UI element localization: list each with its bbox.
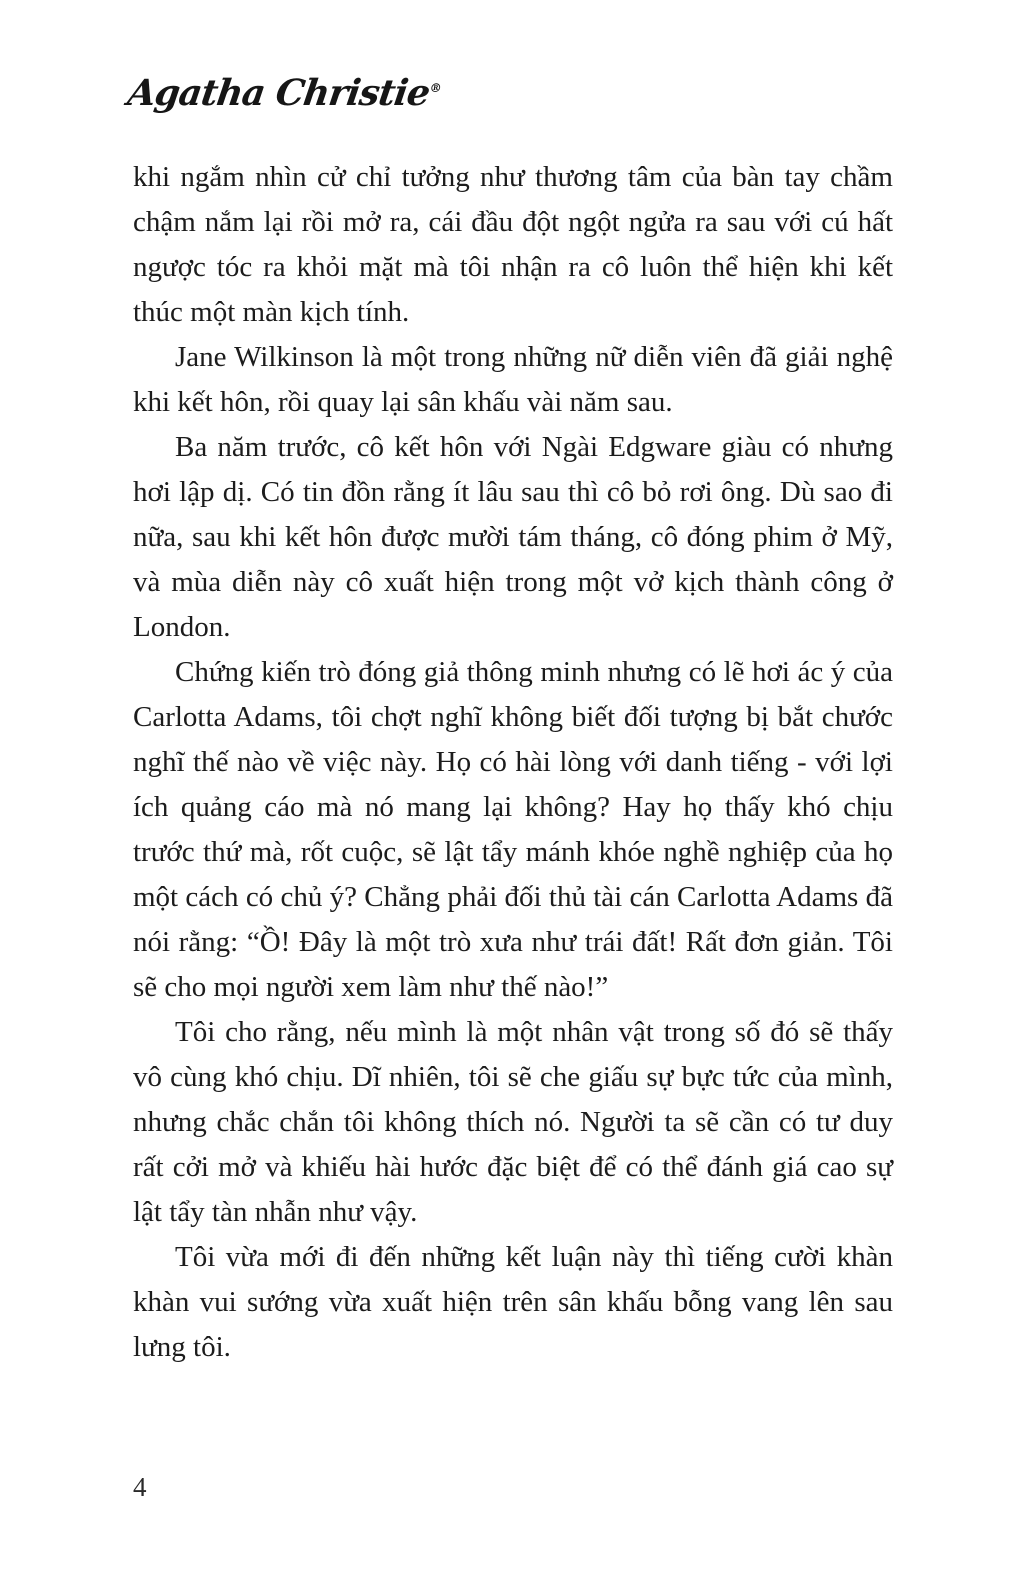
paragraph: Chứng kiến trò đóng giả thông minh nhưng có lẽ hơi ác ý của Carlotta Adams, tôi chợt nghĩ không biết đối tượng bị bắt chước nghĩ thế nào về việc này. Họ có hài lòng với danh tiếng - với lợi ích quảng cáo mà nó mang lại không? Hay họ thấy khó chịu trước thứ mà, rốt cuộc, sẽ lật tẩy mánh khóe nghề nghiệp của họ một cách có chủ ý? Chẳng phải đối thủ tài cán Carlotta Adams đã nói rằng: “Ồ! Đây là một trò xưa như trái đất! Rất đơn giản. Tôi sẽ cho mọi người xem làm như thế nào!” bbox=[133, 656, 893, 1003]
paragraph: Tôi vừa mới đi đến những kết luận này thì tiếng cười khàn khàn vui sướng vừa xuất hiện trên sân khấu bỗng vang lên sau lưng tôi. bbox=[133, 1241, 893, 1363]
trademark-symbol: ® bbox=[428, 81, 443, 95]
paragraph: Jane Wilkinson là một trong những nữ diễn viên đã giải nghệ khi kết hôn, rồi quay lại sân khấu vài năm sau. bbox=[133, 341, 893, 418]
page-number: 4 bbox=[133, 1472, 147, 1502]
paragraph: Tôi cho rằng, nếu mình là một nhân vật trong số đó sẽ thấy vô cùng khó chịu. Dĩ nhiên, tôi sẽ che giấu sự bực tức của mình, nhưng chắc chắn tôi không thích nó. Người ta sẽ cần có tư duy rất cởi mở và khiếu hài hước đặc biệt để có thể đánh giá cao sự lật tẩy tàn nhẫn như vậy. bbox=[133, 1016, 893, 1228]
author-signature-text: Agatha Christie bbox=[125, 72, 432, 114]
paragraph: khi ngắm nhìn cử chỉ tưởng như thương tâm của bàn tay chầm chậm nắm lại rồi mở ra, cái đầu đột ngột ngửa ra sau với cú hất ngược tóc ra khỏi mặt mà tôi nhận ra cô luôn thể hiện khi kết thúc một màn kịch tính. bbox=[133, 161, 893, 328]
author-signature-logo bbox=[125, 72, 444, 114]
body-text bbox=[133, 155, 893, 1370]
paragraph: Ba năm trước, cô kết hôn với Ngài Edgware giàu có nhưng hơi lập dị. Có tin đồn rằng ít lâu sau thì cô bỏ rơi ông. Dù sao đi nữa, sau khi kết hôn được mười tám tháng, cô đóng phim ở Mỹ, và mùa diễn này cô xuất hiện trong một vở kịch thành công ở London. bbox=[133, 431, 893, 643]
